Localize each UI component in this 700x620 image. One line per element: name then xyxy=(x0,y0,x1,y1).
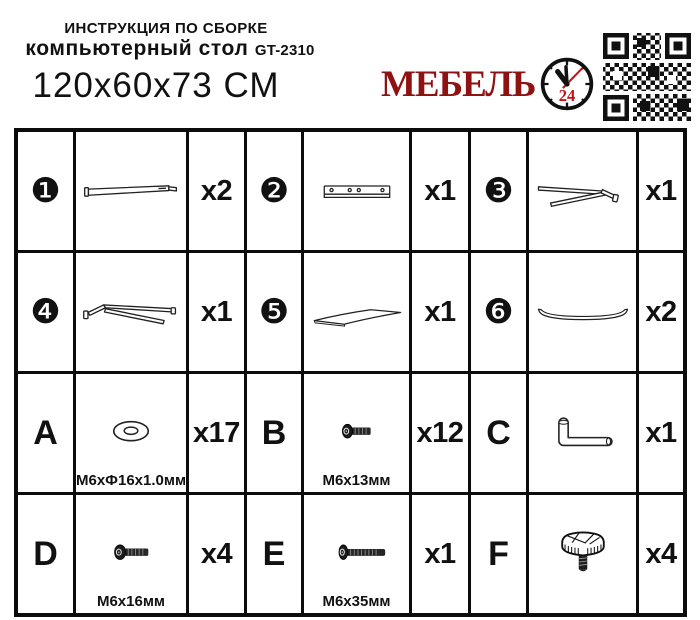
part-5-label: ❺ xyxy=(247,253,301,371)
part-6-image-cell xyxy=(529,253,636,371)
parts-table xyxy=(14,128,687,617)
product-model: GT-2310 xyxy=(254,42,315,59)
allen-key-icon xyxy=(532,408,634,458)
part-4-qty: x1 xyxy=(189,253,244,371)
part-F-qty: x4 xyxy=(639,495,683,613)
part-B-qty: x12 xyxy=(412,374,468,492)
part-F-label: F xyxy=(471,495,526,613)
part-2-label: ❷ xyxy=(247,132,301,250)
product-name-text: компьютерный стол xyxy=(25,37,249,60)
leg-frame-right-icon xyxy=(532,167,634,215)
part-3-label: ❸ xyxy=(471,132,526,250)
product-name xyxy=(0,37,340,61)
part-2-image-cell xyxy=(304,132,409,250)
part-A-label: A xyxy=(18,374,73,492)
brand-logo xyxy=(381,55,596,113)
part-4-label: ❹ xyxy=(18,253,73,371)
curved-crossbar-icon xyxy=(532,291,634,333)
part-E-label: E xyxy=(247,495,301,613)
part-3-image-cell xyxy=(529,132,636,250)
part-E-spec: М6х35мм xyxy=(322,593,391,610)
clock-24-icon xyxy=(538,55,596,113)
part-2-qty: x1 xyxy=(412,132,468,250)
leg-frame-left-icon xyxy=(79,288,183,336)
part-D-image-cell xyxy=(76,495,186,613)
qr-code xyxy=(601,31,693,123)
part-B-image-cell xyxy=(304,374,409,492)
part-1-image-cell xyxy=(76,132,186,250)
washer-icon xyxy=(81,412,181,454)
part-D-spec: М6х16мм xyxy=(96,593,166,610)
knob-foot-icon xyxy=(531,521,635,587)
part-6-label: ❻ xyxy=(471,253,526,371)
part-C-label: C xyxy=(471,374,526,492)
drilled-rail-icon xyxy=(307,170,407,212)
screw-medium-icon xyxy=(81,533,181,575)
part-D-label: D xyxy=(18,495,73,613)
desktop-panel-icon xyxy=(307,290,407,334)
part-A-spec: М6хФ16х1.0мм xyxy=(76,472,187,489)
part-E-image-cell xyxy=(304,495,409,613)
part-E-qty: x1 xyxy=(412,495,468,613)
part-F-image-cell xyxy=(529,495,636,613)
part-B-label: B xyxy=(247,374,301,492)
screw-long-icon xyxy=(307,533,407,575)
part-1-qty: x2 xyxy=(189,132,244,250)
part-C-qty: x1 xyxy=(639,374,683,492)
sheet-title: ИНСТРУКЦИЯ ПО СБОРКЕ xyxy=(64,20,268,37)
part-1-label: ❶ xyxy=(18,132,73,250)
part-3-qty: x1 xyxy=(639,132,683,250)
part-A-qty: x17 xyxy=(189,374,244,492)
long-beam-icon xyxy=(79,170,183,212)
screw-short-icon xyxy=(307,412,407,454)
brand-24-label: 24 xyxy=(559,86,576,106)
part-D-qty: x4 xyxy=(189,495,244,613)
product-dimensions: 120x60x73 СМ xyxy=(32,66,280,105)
part-4-image-cell xyxy=(76,253,186,371)
part-B-spec: М6х13мм xyxy=(322,472,391,489)
part-C-image-cell xyxy=(529,374,636,492)
brand-name: МЕБЕЛЬ xyxy=(381,63,536,105)
qr-code-icon xyxy=(601,31,693,123)
part-5-qty: x1 xyxy=(412,253,468,371)
part-5-image-cell xyxy=(304,253,409,371)
part-A-image-cell xyxy=(76,374,186,492)
part-6-qty: x2 xyxy=(639,253,683,371)
